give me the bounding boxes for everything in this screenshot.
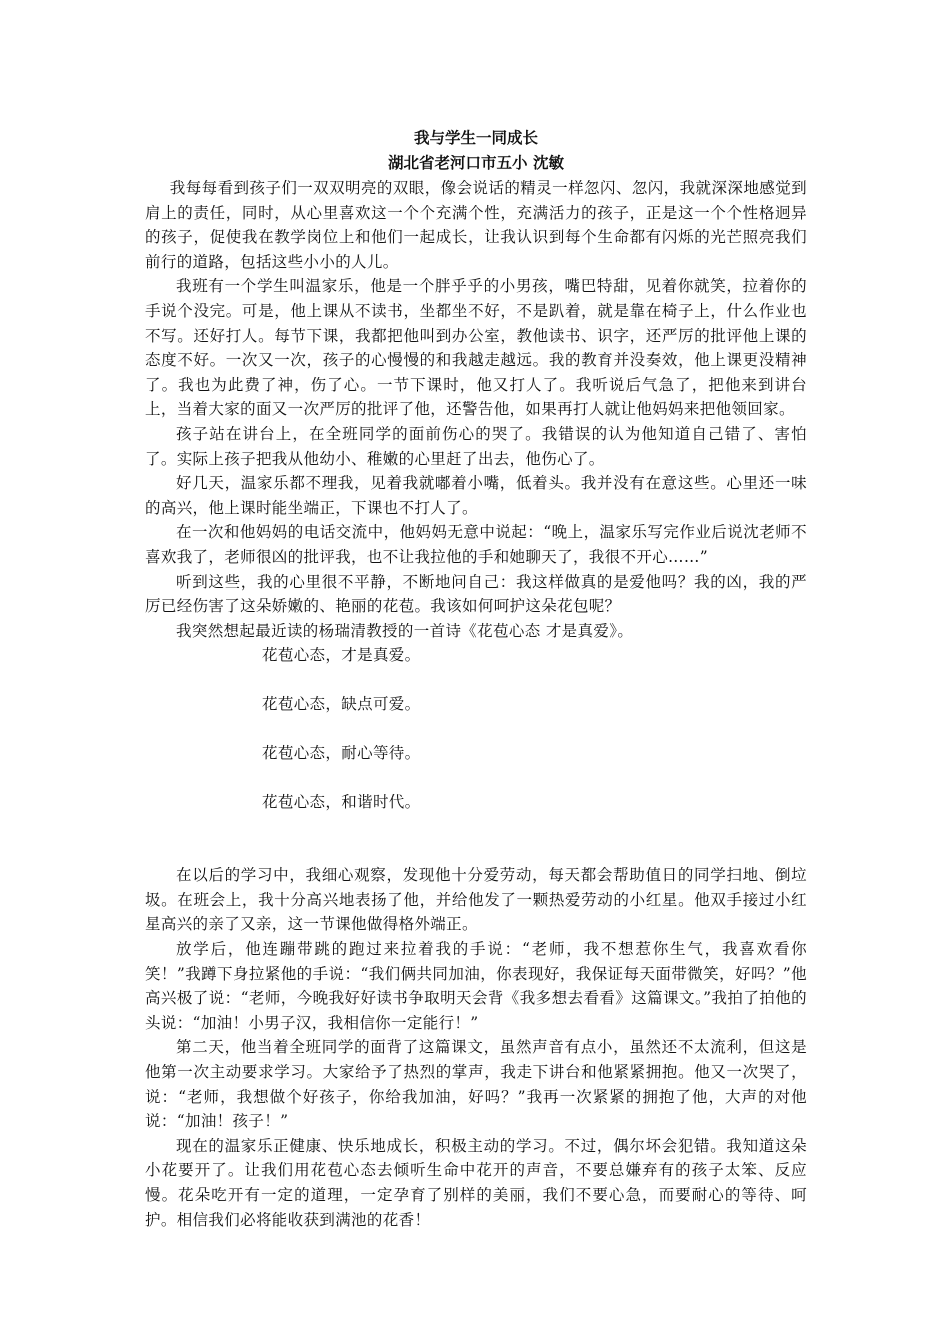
paragraph: 我班有一个学生叫温家乐，他是一个胖乎乎的小男孩，嘴巴特甜，见着你就笑，拉着你的手说个没完。可是，他上课从不读书，坐都坐不好，不是趴着，就是靠在椅子上，什么作业也不写。还好打人。每节下课，我都把他叫到办公室，教他读书、识字，还严厉的批评他上课的态度不好。一次又一次，孩子的心慢慢的和我越走越远。我的教育并没奏效，他上课更没精神了。我也为此费了神，伤了心。一节下课时，他又打人了。我听说后气急了，把他来到讲台上，当着大家的面又一次严厉的批评了他，还警告他，如果再打人就让他妈妈来把他领回家。	[145, 277, 807, 419]
poem-line: 花苞心态，缺点可爱。	[262, 695, 421, 714]
poem-block	[145, 643, 807, 863]
paragraph: 放学后，他连蹦带跳的跑过来拉着我的手说：“老师，我不想惹你生气，我喜欢看你笑！”我蹲下身拉紧他的手说：“我们俩共同加油，你表现好，我保证每天面带微笑，好吗？”他高兴极了说：“老师，今晚我好好读书争取明天会背《我多想去看看》这篇课文。”我拍了拍他的头说：“加油！小男子汉，我相信你一定能行！”	[145, 940, 807, 1032]
document-body	[145, 126, 807, 1232]
author-line: 湖北省老河口市五小 沈敏	[388, 154, 564, 172]
paragraph: 孩子站在讲台上，在全班同学的面前伤心的哭了。我错误的认为他知道自己错了、害怕了。实际上孩子把我从他幼小、稚嫩的心里赶了出去，他伤心了。	[145, 424, 807, 468]
paragraph: 听到这些，我的心里很不平静，不断地问自己：我这样做真的是爱他吗？我的凶，我的严厉已经伤害了这朵娇嫩的、艳丽的花苞。我该如何呵护这朵花包呢？	[145, 572, 807, 616]
poem-line: 花苞心态，耐心等待。	[262, 744, 421, 763]
paragraph: 在一次和他妈妈的电话交流中，他妈妈无意中说起：“晚上，温家乐写完作业后说沈老师不喜欢我了，老师很凶的批评我，也不让我拉他的手和她聊天了，我很不开心……”	[145, 523, 807, 566]
poem-line: 花苞心态，才是真爱。	[262, 646, 421, 665]
paragraph: 好几天，温家乐都不理我，见着我就嘟着小嘴，低着头。我并没有在意这些。心里还一味的高兴，他上课时能坐端正，下课也不打人了。	[145, 474, 807, 517]
paragraph: 第二天，他当着全班同学的面背了这篇课文，虽然声音有点小，虽然还不太流利，但这是他第一次主动要求学习。大家给予了热烈的掌声，我走下讲台和他紧紧拥抱。他又一次哭了，说：“老师，我想做个好孩子，你给我加油，好吗？”我再一次紧紧的拥抱了他，大声的对他说：“加油！孩子！”	[145, 1038, 807, 1131]
poem-line: 花苞心态，和谐时代。	[262, 793, 421, 812]
paragraph: 现在的温家乐正健康、快乐地成长，积极主动的学习。不过，偶尔坏会犯错。我知道这朵小花要开了。让我们用花苞心态去倾听生命中花开的声音，不要总嫌弃有的孩子太笨、反应慢。花朵吃开有一定的道理，一定孕育了别样的美丽，我们不要心急，而要耐心的等待、呵护。相信我们必将能收获到满池的花香！	[145, 1136, 807, 1229]
paragraph: 我每每看到孩子们一双双明亮的双眼，像会说话的精灵一样忽闪、忽闪，我就深深地感觉到肩上的责任，同时，从心里喜欢这一个个充满个性，充满活力的孩子，正是这一个个性格迥异的孩子，促使我在教学岗位上和他们一起成长，让我认识到每个生命都有闪烁的光芒照亮我们前行的道路，包括这些小小的人儿。	[145, 179, 807, 271]
document-title: 我与学生一同成长	[413, 129, 538, 147]
paragraph: 我突然想起最近读的杨瑞清教授的一首诗《花苞心态 才是真爱》。	[176, 621, 634, 640]
paragraph: 在以后的学习中，我细心观察，发现他十分爱劳动，每天都会帮助值日的同学扫地、倒垃圾。在班会上，我十分高兴地表扬了他，并给他发了一颗热爱劳动的小红星。他双手接过小红星高兴的亲了又亲，这一节课他做得格外端正。	[145, 866, 807, 934]
